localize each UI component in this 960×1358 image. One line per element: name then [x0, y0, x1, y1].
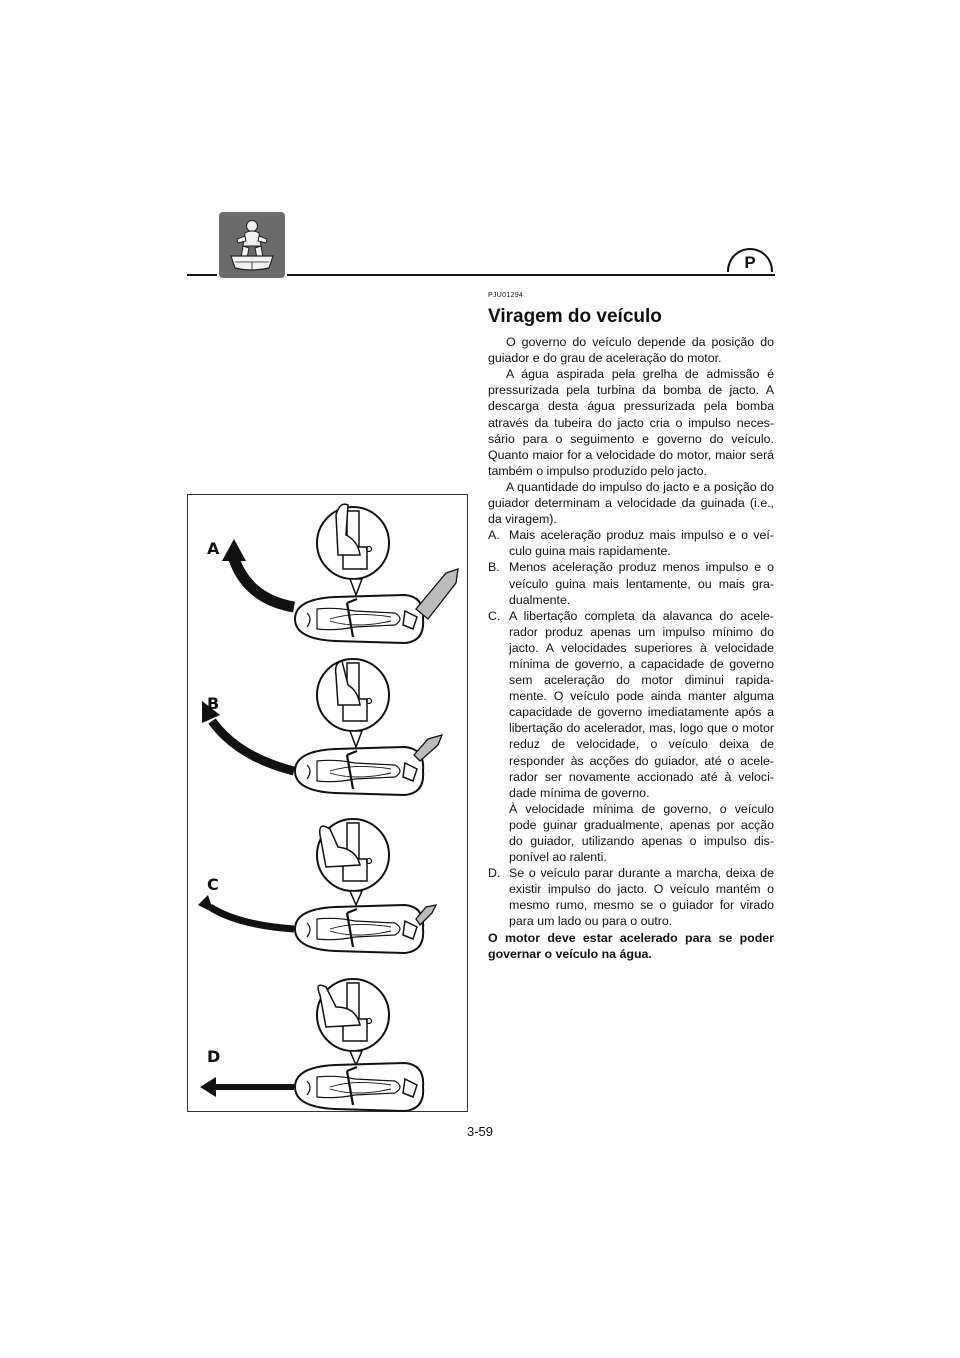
section-title: Viragem do veículo [488, 306, 662, 328]
page-number: 3-59 [466, 1124, 494, 1139]
paragraph: A água aspirada pela grelha de admissão é pressurizada pela turbina da bomba de jacto. A descarga desta água pressurizada pela bomba através da tubeira do jacto cria o impulso neces- sário para o seguimento e governo do veículo. Quanto maior for a velocidade do motor, maior será também o impulso produzido pelo jacto. [488, 367, 774, 478]
list-item [488, 608, 774, 801]
steering-illustration [187, 494, 468, 1112]
list-item-label: D. [488, 866, 501, 881]
steering-diagram-svg [188, 495, 469, 1113]
header-rule-left [187, 274, 217, 276]
panel-d-illustration [200, 979, 423, 1111]
panel-label-c: C [207, 875, 219, 894]
list-item-label: B. [488, 560, 500, 575]
panel-label-d: D [207, 1047, 221, 1066]
paragraph: O governo do veículo depende da posição do guiador e do grau de aceleração do motor. [488, 335, 774, 366]
list-item [488, 527, 774, 559]
list-item-text: Se o veículo parar durante a marcha, deixa de existir impulso do jacto. O veículo mantém o mesmo rumo, mesmo se o guiador for virado para um lado ou para o outro. [509, 866, 774, 929]
list-item-text: Menos aceleração produz menos impulso e o veículo guina mais lentamente, ou mais gra- dualmente. [509, 560, 774, 607]
header-rule-right [287, 274, 775, 276]
list-item [488, 559, 774, 607]
list-item-text: Mais aceleração produz mais impulso e o veí- culo guina mais rapidamente. [509, 528, 774, 559]
panel-label-b: B [207, 694, 220, 713]
warning-note: O motor deve estar acelerado para se poder governar o veículo na água. [488, 930, 774, 961]
panel-label-a: A [207, 539, 220, 558]
list-item [488, 865, 774, 929]
list-item-label: A. [488, 528, 500, 543]
panel-c-illustration [198, 819, 436, 953]
list-item-continuation: À velocidade mínima de governo, o veículo pode guinar gradualmente, apenas por acção do guiador, utilizando apenas o impulso dis- ponível ao ralenti. [509, 801, 774, 865]
language-badge: P [727, 248, 773, 272]
text-column [488, 288, 774, 962]
jet-ski-rider-icon [219, 212, 285, 278]
panel-b-illustration [202, 659, 442, 795]
section-code: PJU01294 [488, 292, 524, 299]
paragraph: A quantidade do impulso do jacto e a posição do guiador determinam a velocidade da guinada (i.e., da viragem). [488, 479, 774, 527]
list-item-text: A libertação completa da alavanca do acele- rador produz apenas um impulso mínimo do jacto. A velocidades superiores à velocidade mínima de governo, a capacidade de governo sem aceleração do motor diminui rapida- mente. O veículo pode ainda manter alguma capacidade de governo imediatamente após a libertação do acelerador, mas, logo que o motor reduz de velocidade, o veículo deixa de responder às acções do guiador, até o acele- rador ser novamente accionado até à veloci- dade mínima de governo. [509, 608, 774, 800]
panel-a-illustration [222, 504, 458, 643]
list-item-label: C. [488, 608, 501, 623]
